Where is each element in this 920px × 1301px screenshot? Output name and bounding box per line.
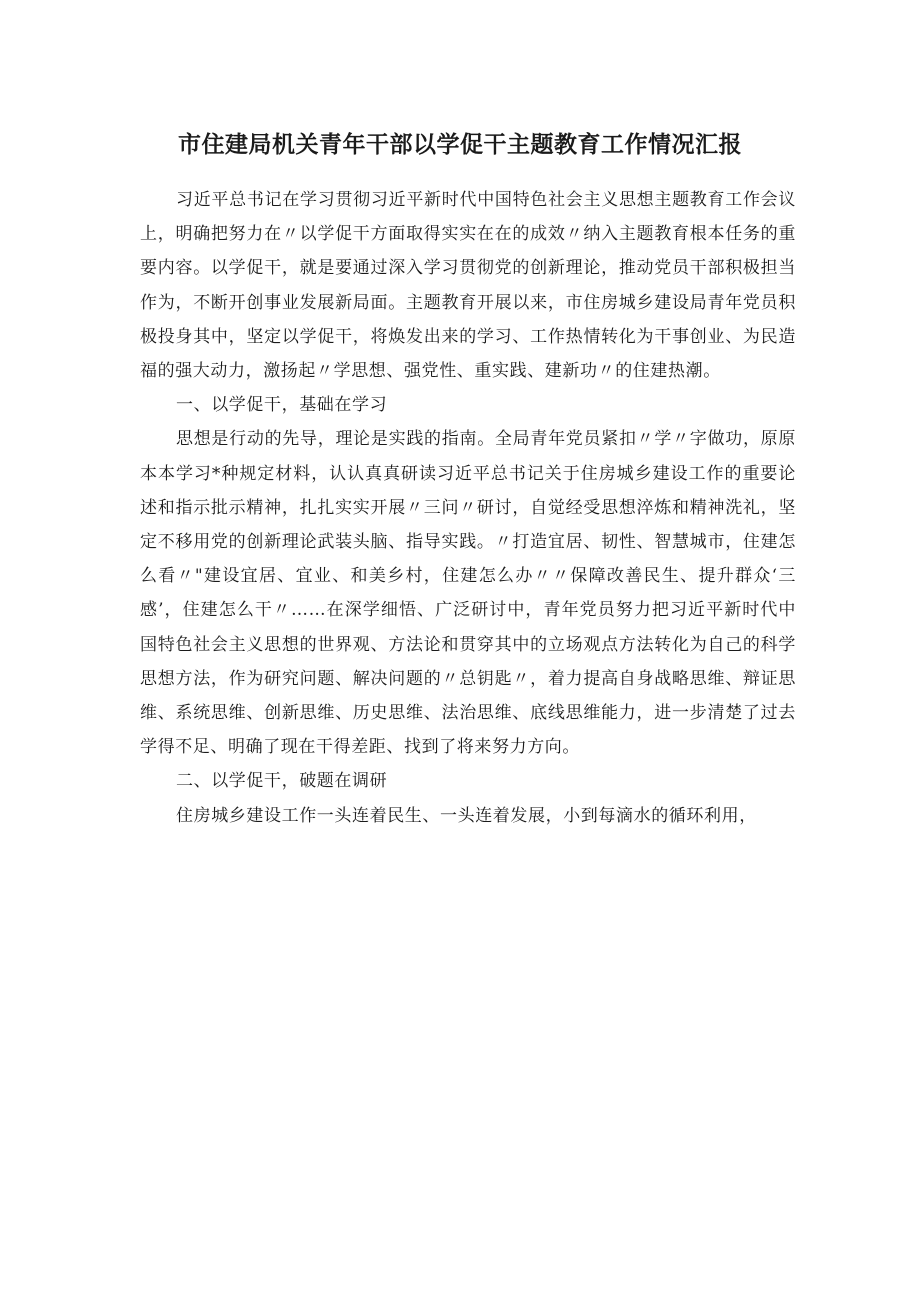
document-title: 市住建局机关青年干部以学促干主题教育工作情况汇报	[178, 132, 742, 158]
section-heading-2: 二、以学促干，破题在调研	[176, 771, 388, 792]
document-body	[140, 183, 796, 833]
section-2-paragraph: 住房城乡建设工作一头连着民生、一头连着发展，小到每滴水的循环利用，	[176, 805, 757, 826]
section-1-paragraph: 思想是行动的先导，理论是实践的指南。全局青年党员紧扣〃学〃字做功，原原本本学习*种规定材料，认认真真研读习近平总书记关于住房城乡建设工作的重要论述和指示批示精神，扎扎实实开展〃三问〃研讨，自觉经受思想淬炼和精神洗礼，坚定不移用党的创新理论武装头脑、指导实践。〃打造宜居、韧性、智慧城市，住建怎么看〃"建设宜居、宜业、和美乡村，住建怎么办〃〃保障改善民生、提升群众‘三感’，住建怎么干〃……在深学细悟、广泛研讨中，青年党员努力把习近平新时代中国特色社会主义思想的世界观、方法论和贯穿其中的立场观点方法转化为自己的科学思想方法，作为研究问题、解决问题的〃总钥匙〃，着力提高自身战略思维、辩证思维、系统思维、创新思维、历史思维、法治思维、底线思维能力，进一步清楚了过去学得不足、明确了现在干得差距、找到了将来努力方向。	[140, 429, 796, 758]
section-heading-1: 一、以学促干，基础在学习	[176, 395, 388, 416]
intro-paragraph: 习近平总书记在学习贯彻习近平新时代中国特色社会主义思想主题教育工作会议上，明确把努力在〃以学促干方面取得实实在在的成效〃纳入主题教育根本任务的重要内容。以学促干，就是要通过深入学习贯彻党的创新理论，推动党员干部积极担当作为，不断开创事业发展新局面。主题教育开展以来，市住房城乡建设局青年党员积极投身其中，坚定以学促干，将焕发出来的学习、工作热情转化为干事创业、为民造福的强大动力，激扬起〃学思想、强党性、重实践、建新功〃的住建热潮。	[140, 190, 796, 382]
